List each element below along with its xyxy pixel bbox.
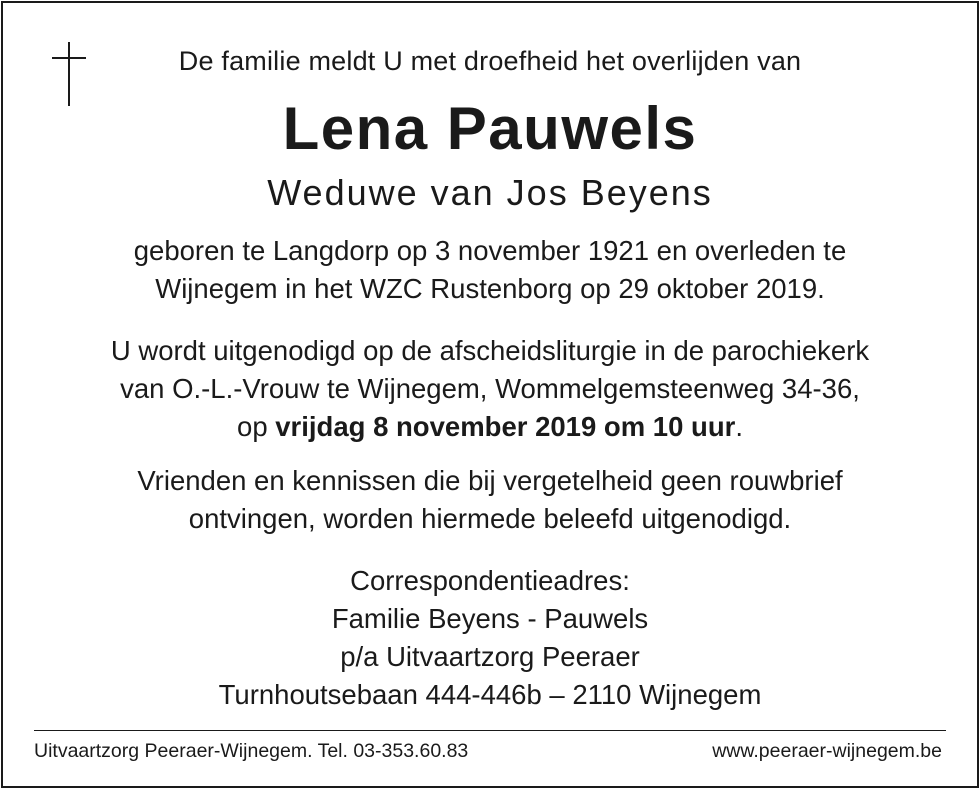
- liturgy-date: vrijdag 8 november 2019 om 10 uur: [275, 411, 736, 442]
- liturgy-suffix: .: [735, 411, 743, 442]
- deceased-name: Lena Pauwels: [282, 95, 698, 162]
- invitation-line: Vrienden en kennissen die bij vergetelheid geen rouwbrief: [137, 465, 843, 496]
- liturgy-date-line: [0, 408, 980, 446]
- invitation-paragraph: [0, 462, 980, 538]
- birth-death-line: Wijnegem in het WZC Rustenborg op 29 oktober 2019.: [155, 273, 825, 304]
- correspondence-street: Turnhoutsebaan 444-446b – 2110 Wijnegem: [218, 679, 762, 710]
- correspondence-address: [0, 562, 980, 714]
- correspondence-care-of: p/a Uitvaartzorg Peeraer: [340, 641, 640, 672]
- correspondence-family: Familie Beyens - Pauwels: [331, 603, 649, 634]
- invitation-line: ontvingen, worden hiermede beleefd uitgenodigd.: [188, 503, 792, 534]
- liturgy-prefix: op: [237, 411, 276, 442]
- liturgy-paragraph: [0, 332, 980, 446]
- liturgy-line: van O.-L.-Vrouw te Wijnegem, Wommelgemsteenweg 34-36,: [120, 373, 860, 404]
- footer-divider: [34, 730, 946, 731]
- correspondence-label: Correspondentieadres:: [350, 565, 630, 596]
- footer-website: www.peeraer-wijnegem.be: [712, 740, 942, 762]
- birth-death-paragraph: [0, 232, 980, 308]
- intro-text: De familie meldt U met droefheid het overlijden van: [178, 46, 802, 76]
- birth-death-line: geboren te Langdorp op 3 november 1921 en overleden te: [133, 235, 847, 266]
- liturgy-line: U wordt uitgenodigd op de afscheidsliturgie in de parochiekerk: [110, 335, 870, 366]
- footer-contact: Uitvaartzorg Peeraer-Wijnegem. Tel. 03-353.60.83: [34, 740, 469, 762]
- widow-of-text: Weduwe van Jos Beyens: [267, 172, 713, 213]
